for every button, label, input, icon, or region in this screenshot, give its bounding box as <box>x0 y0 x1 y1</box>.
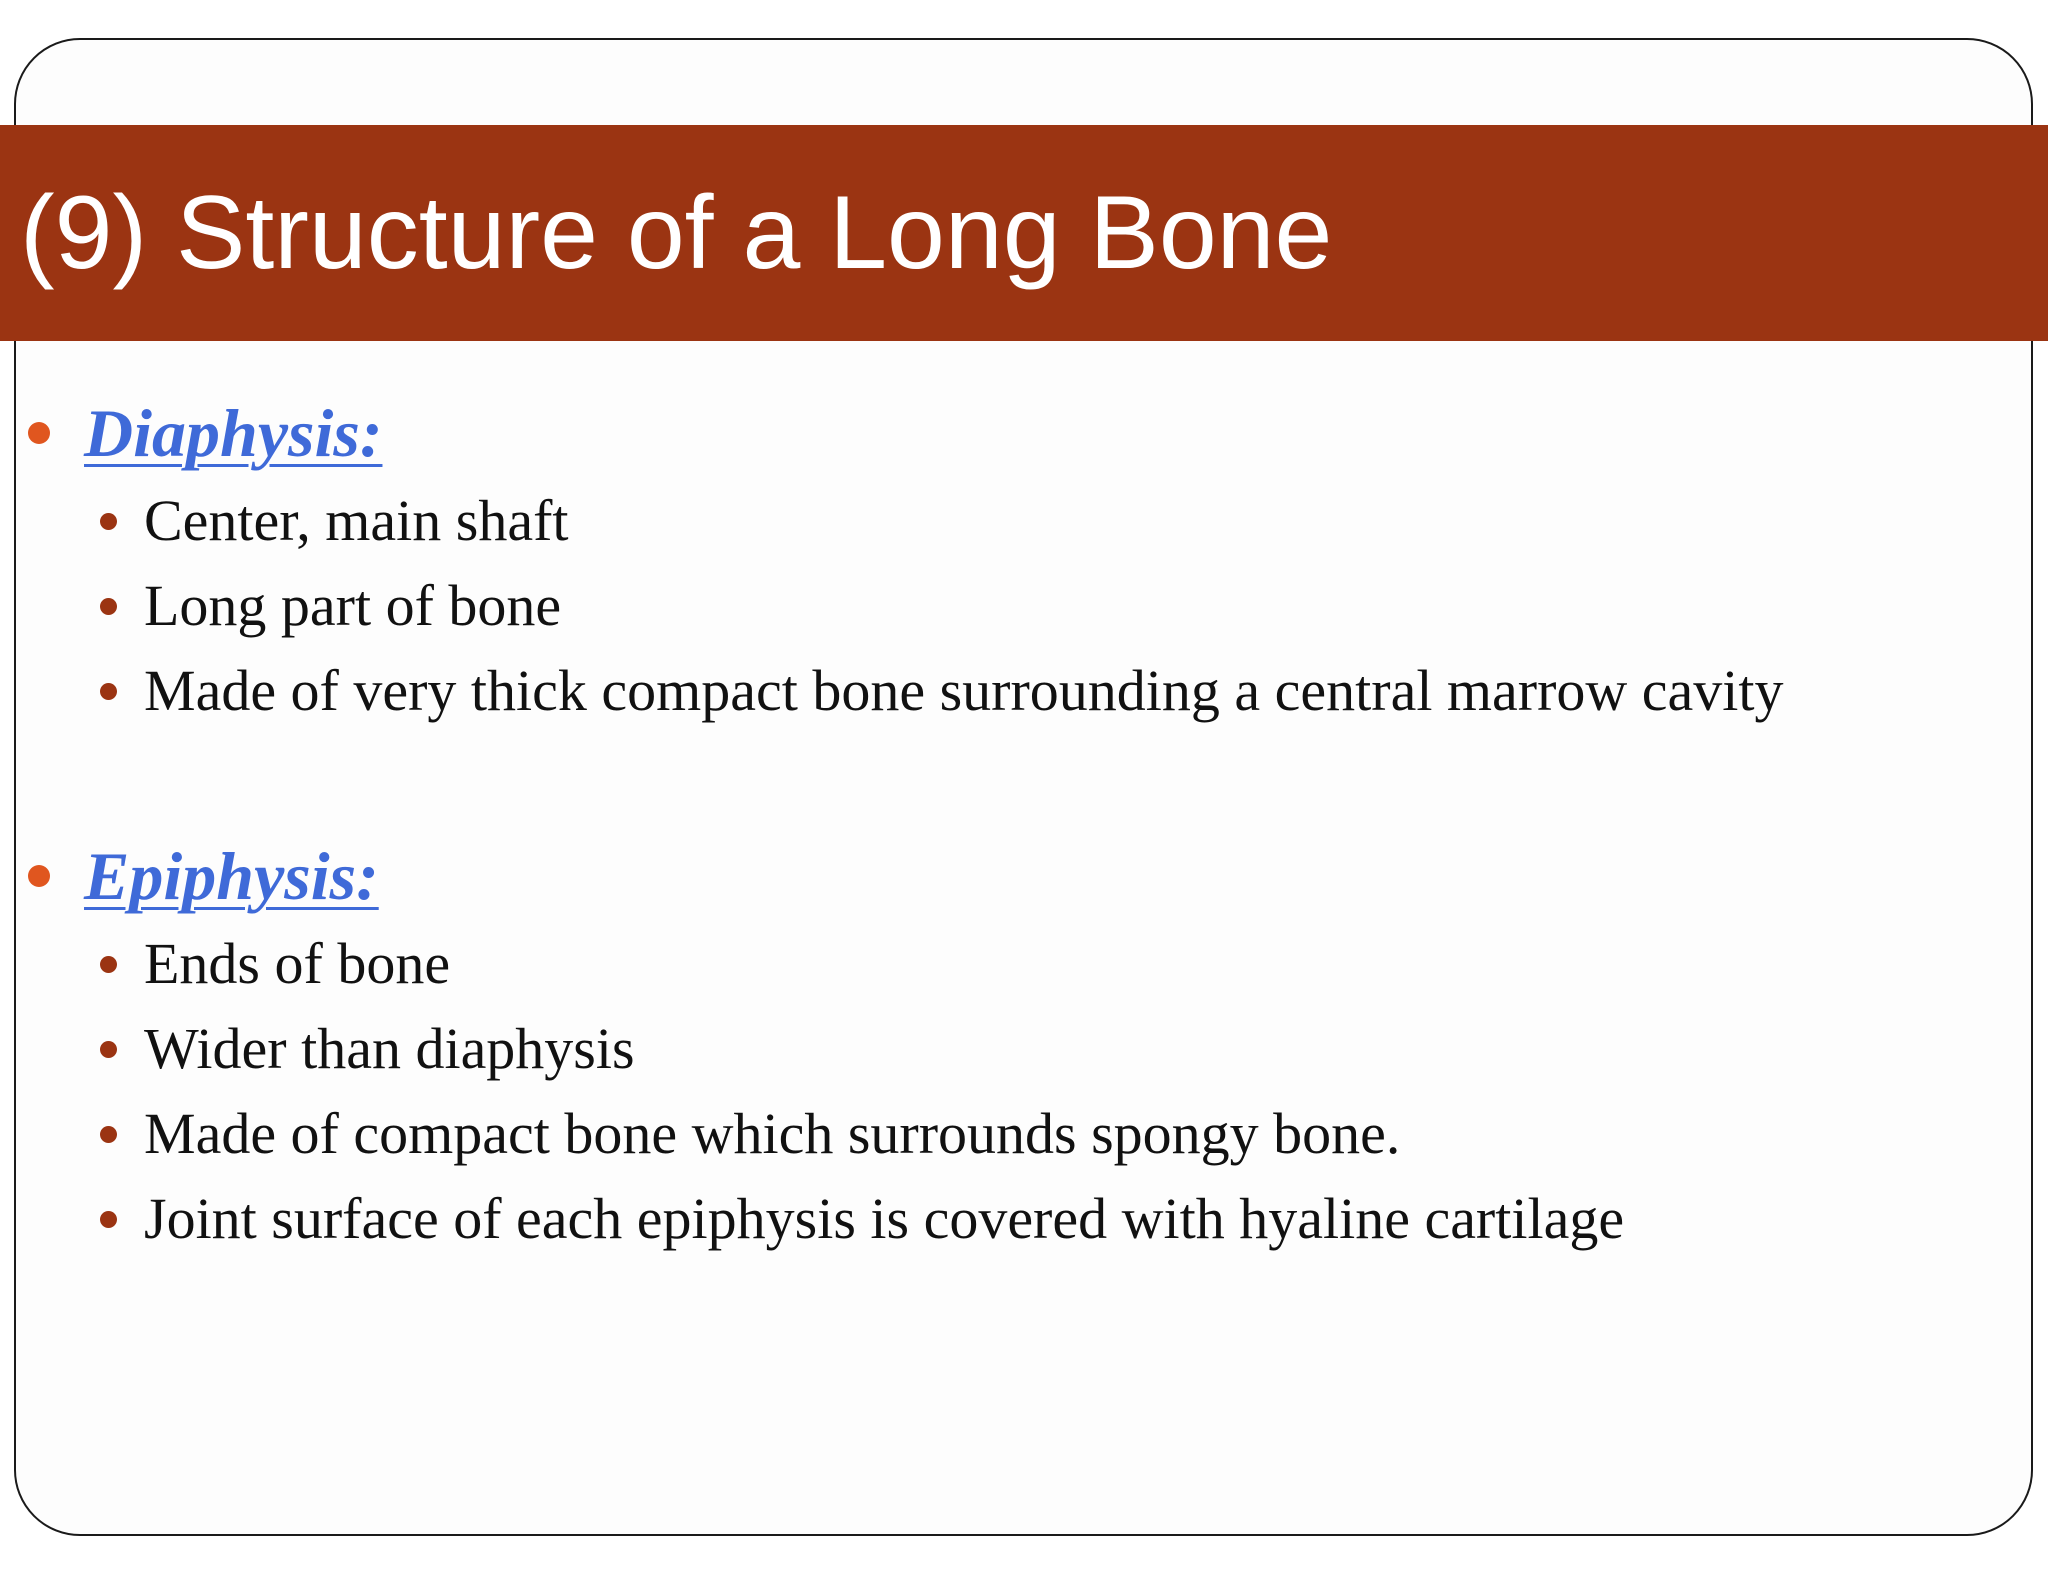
list-item-text: Made of compact bone which surrounds spongy bone. <box>144 1101 1401 1166</box>
section-epiphysis <box>0 831 2048 1261</box>
title-band <box>0 125 2048 341</box>
list-item <box>0 648 2048 733</box>
section-heading-row <box>0 388 2048 478</box>
list-item <box>0 1006 2048 1091</box>
list-item-text: Center, main shaft <box>144 488 569 553</box>
list-item <box>0 478 2048 563</box>
epiphysis-item-list <box>0 921 2048 1261</box>
epiphysis-heading-link[interactable]: Epiphysis: <box>84 838 379 914</box>
diaphysis-heading-link[interactable]: Diaphysis: <box>84 395 383 471</box>
bullet-icon <box>100 598 117 615</box>
slide-title: (9) Structure of a Long Bone <box>20 175 1333 291</box>
section-heading-row <box>0 831 2048 921</box>
list-item-text: Wider than diaphysis <box>144 1016 635 1081</box>
section-diaphysis <box>0 388 2048 733</box>
list-item <box>0 921 2048 1006</box>
list-item <box>0 1091 2048 1176</box>
bullet-icon <box>100 683 117 700</box>
bullet-icon <box>100 1041 117 1058</box>
list-item <box>0 563 2048 648</box>
heading-bullet-icon <box>28 865 50 887</box>
bullet-icon <box>100 1126 117 1143</box>
list-item-text: Ends of bone <box>144 931 451 996</box>
list-item-text: Long part of bone <box>144 573 562 638</box>
bullet-icon <box>100 956 117 973</box>
list-item <box>0 1176 2048 1261</box>
list-item-text: Made of very thick compact bone surrounding a central marrow cavity <box>144 658 1784 723</box>
diaphysis-item-list <box>0 478 2048 733</box>
list-item-text: Joint surface of each epiphysis is covered with hyaline cartilage <box>144 1186 1625 1251</box>
bullet-icon <box>100 1211 117 1228</box>
bullet-icon <box>100 513 117 530</box>
heading-bullet-icon <box>28 422 50 444</box>
